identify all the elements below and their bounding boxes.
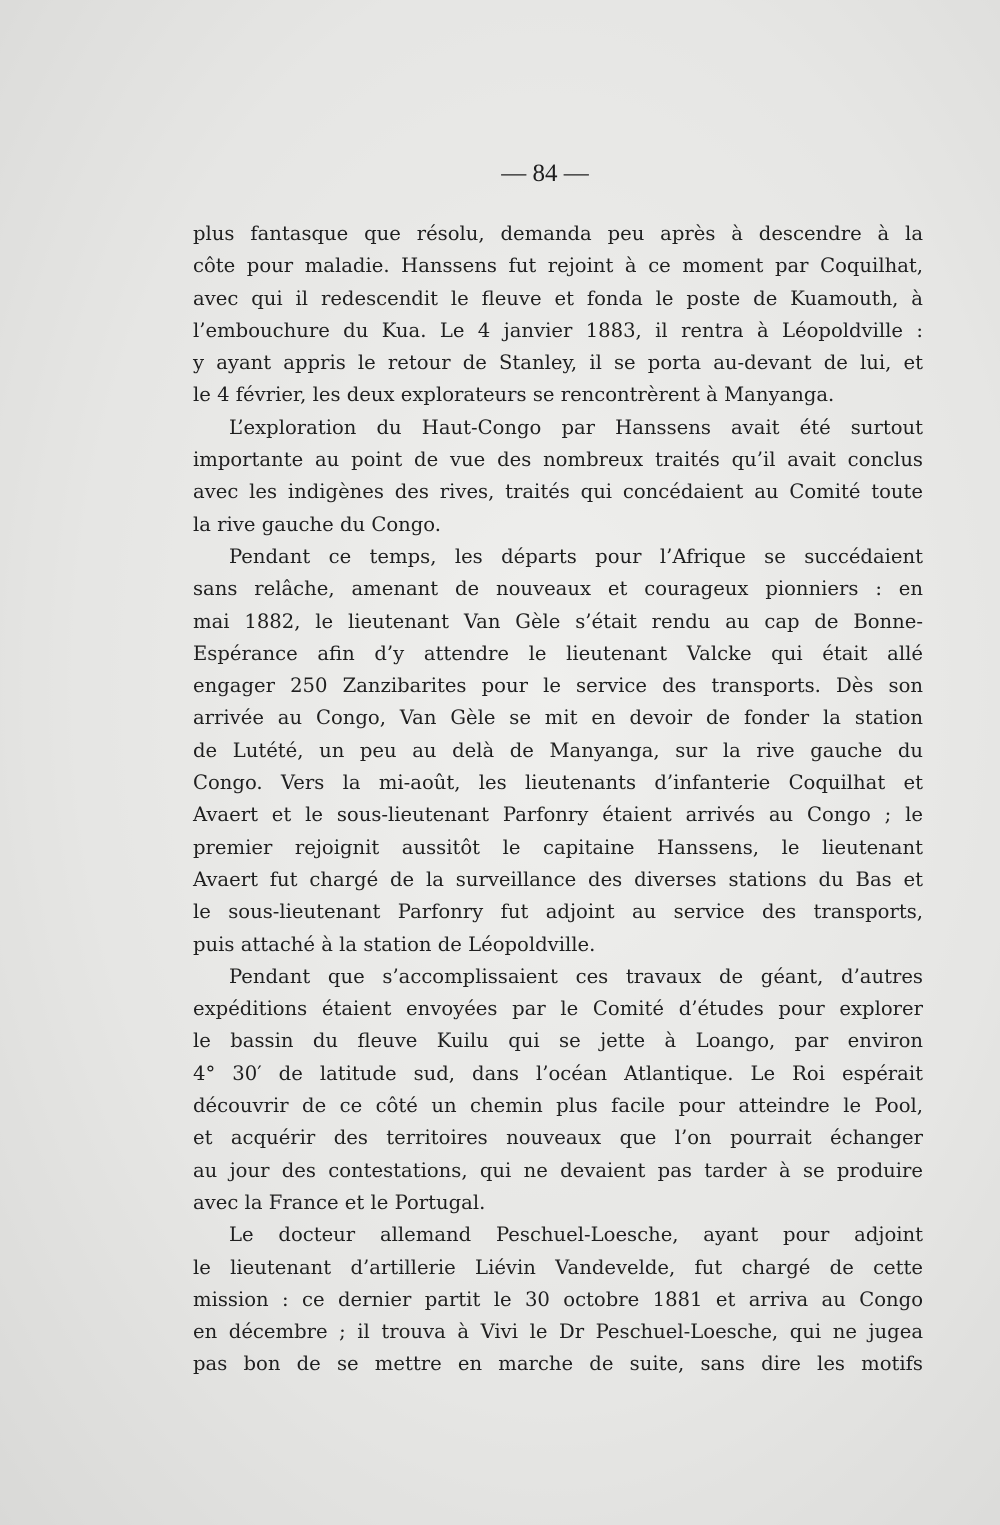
text-line: en décembre ; il trouva à Vivi le Dr Peschuel-Loesche, qui ne jugea bbox=[193, 1320, 923, 1344]
text-line: importante au point de vue des nombreux traités qu’il avait conclus bbox=[193, 448, 923, 472]
text-line: y ayant appris le retour de Stanley, il se porta au-devant de lui, et bbox=[193, 351, 923, 375]
text-line: plus fantasque que résolu, demanda peu après à descendre à la bbox=[193, 222, 923, 245]
text-line: Avaert fut chargé de la surveillance des diverses stations du Bas et bbox=[193, 867, 923, 891]
text-line: découvrir de ce côté un chemin plus facile pour atteindre le Pool, bbox=[193, 1094, 923, 1118]
text-line: 4° 30′ de latitude sud, dans l’océan Atlantique. Le Roi espérait bbox=[193, 1061, 923, 1085]
text-line: mission : ce dernier partit le 30 octobre 1881 et arriva au Congo bbox=[193, 1287, 923, 1311]
text-line: avec les indigènes des rives, traités qui concédaient au Comité toute bbox=[193, 480, 923, 504]
text-line: l’embouchure du Kua. Le 4 janvier 1883, il rentra à Léopoldville : bbox=[193, 318, 923, 342]
text-line: Congo. Vers la mi-août, les lieutenants d’infanterie Coquilhat et bbox=[193, 771, 923, 795]
text-line: avec la France et le Portugal. bbox=[193, 1190, 486, 1214]
text-line: Pendant que s’accomplissaient ces travaux de géant, d’autres bbox=[229, 964, 923, 988]
text-line: le 4 février, les deux explorateurs se rencontrèrent à Manyanga. bbox=[193, 383, 835, 407]
text-line: arrivée au Congo, Van Gèle se mit en devoir de fonder la station bbox=[193, 706, 923, 730]
body-text bbox=[193, 218, 923, 1381]
text-line: Pendant ce temps, les départs pour l’Afrique se succédaient bbox=[229, 544, 923, 568]
text-line: Espérance afin d’y attendre le lieutenant Valcke qui était allé bbox=[193, 641, 923, 665]
text-line: le bassin du fleuve Kuilu qui se jette à Loango, par environ bbox=[193, 1029, 923, 1053]
text-line: puis attaché à la station de Léopoldville. bbox=[193, 932, 596, 956]
text-line: et acquérir des territoires nouveaux que l’on pourrait échanger bbox=[193, 1126, 923, 1150]
text-line: au jour des contestations, qui ne devaient pas tarder à se produire bbox=[193, 1158, 923, 1182]
text-line: premier rejoignit aussitôt le capitaine Hanssens, le lieutenant bbox=[193, 835, 923, 859]
text-line: sans relâche, amenant de nouveaux et courageux pionniers : en bbox=[193, 577, 923, 601]
text-line: le lieutenant d’artillerie Liévin Vandevelde, fut chargé de cette bbox=[193, 1255, 923, 1279]
text-line: avec qui il redescendit le fleuve et fonda le poste de Kuamouth, à bbox=[193, 286, 923, 310]
text-line: Avaert et le sous-lieutenant Parfonry étaient arrivés au Congo ; le bbox=[193, 803, 923, 827]
text-line: le sous-lieutenant Parfonry fut adjoint au service des transports, bbox=[193, 900, 923, 924]
text-line: pas bon de se mettre en marche de suite, sans dire les motifs bbox=[193, 1352, 923, 1376]
text-line: L’exploration du Haut-Congo par Hanssens avait été surtout bbox=[229, 415, 923, 439]
page-number: — 84 — bbox=[501, 160, 589, 187]
text-line: engager 250 Zanzibarites pour le service des transports. Dès son bbox=[193, 674, 923, 698]
text-line: expéditions étaient envoyées par le Comité d’études pour explorer bbox=[193, 997, 923, 1021]
text-line: côte pour maladie. Hanssens fut rejoint à ce moment par Coquilhat, bbox=[193, 254, 923, 278]
text-line: mai 1882, le lieutenant Van Gèle s’était rendu au cap de Bonne- bbox=[193, 609, 923, 633]
text-line: Le docteur allemand Peschuel-Loesche, ayant pour adjoint bbox=[229, 1223, 923, 1247]
text-line: de Lutété, un peu au delà de Manyanga, sur la rive gauche du bbox=[193, 738, 923, 762]
text-line: la rive gauche du Congo. bbox=[193, 512, 441, 536]
